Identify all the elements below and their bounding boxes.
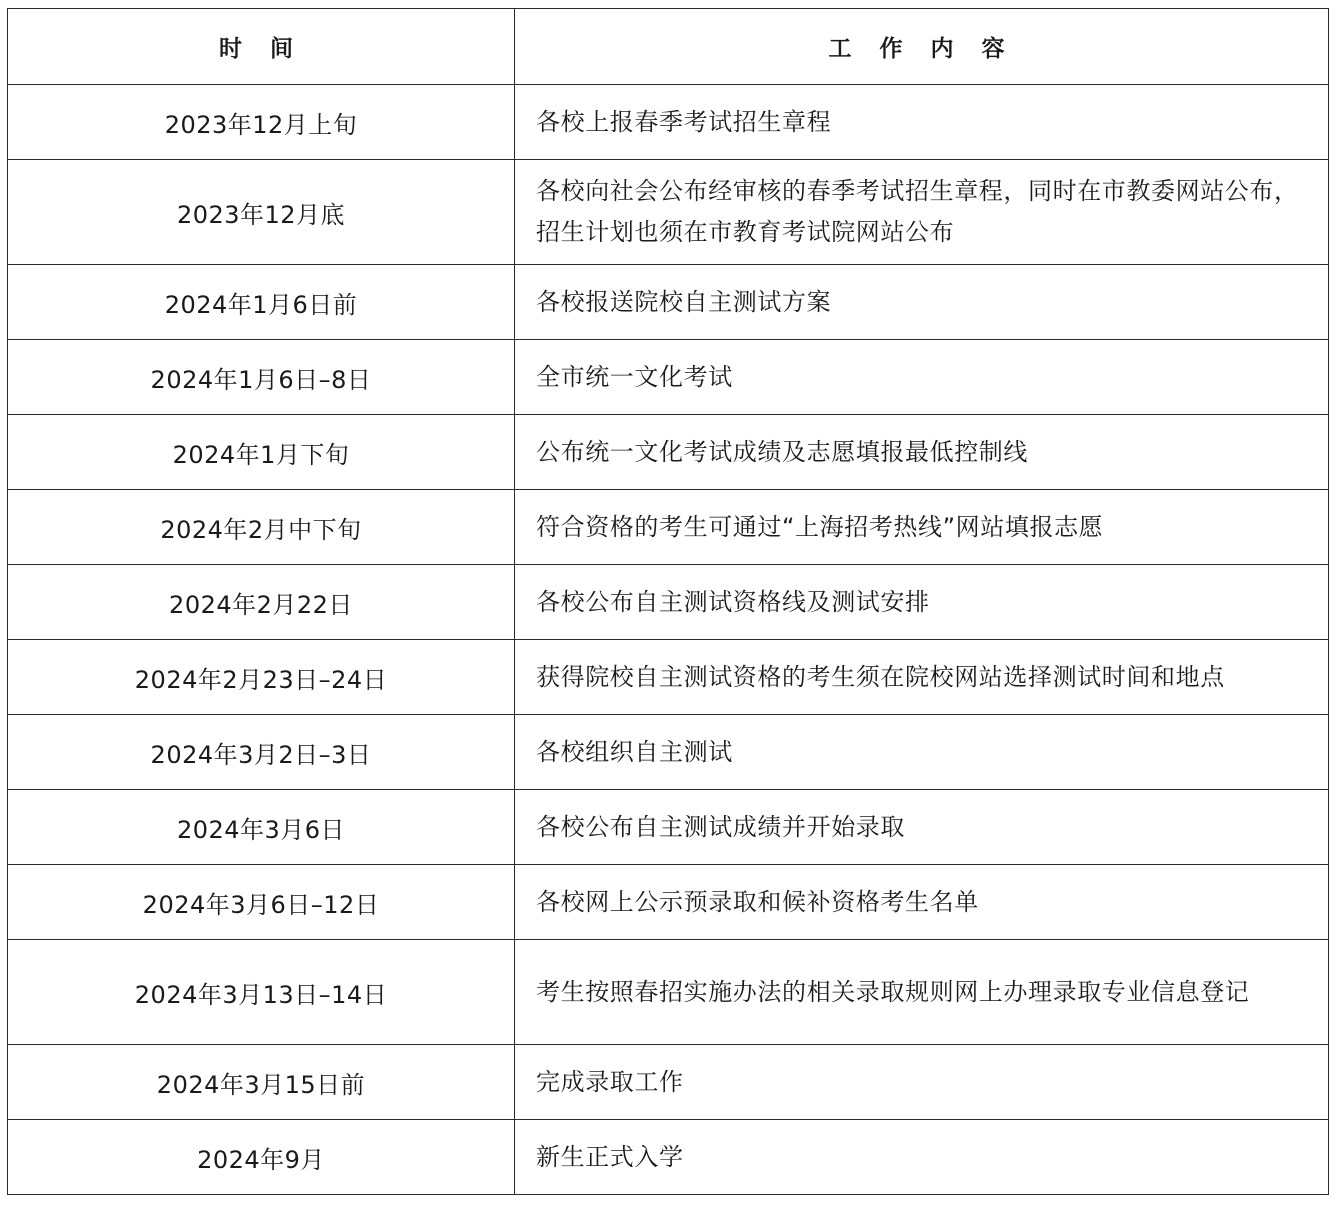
table-row <box>8 160 1329 265</box>
time-cell: 2024年9月 <box>8 1120 515 1195</box>
time-cell: 2024年3月2日–3日 <box>8 715 515 790</box>
table-row <box>8 940 1329 1045</box>
time-cell: 2024年3月6日–12日 <box>8 865 515 940</box>
content-cell: 公布统一文化考试成绩及志愿填报最低控制线 <box>515 415 1329 490</box>
header-content: 工 作 内 容 <box>515 9 1329 85</box>
content-cell: 符合资格的考生可通过“上海招考热线”网站填报志愿 <box>515 490 1329 565</box>
header-time: 时 间 <box>8 9 515 85</box>
time-cell: 2023年12月上旬 <box>8 85 515 160</box>
table-row <box>8 265 1329 340</box>
table-row <box>8 640 1329 715</box>
time-cell: 2024年3月15日前 <box>8 1045 515 1120</box>
table-row <box>8 340 1329 415</box>
content-cell: 新生正式入学 <box>515 1120 1329 1195</box>
time-cell: 2024年1月6日–8日 <box>8 340 515 415</box>
content-cell: 各校报送院校自主测试方案 <box>515 265 1329 340</box>
table-header-row <box>8 9 1329 85</box>
time-cell: 2024年3月6日 <box>8 790 515 865</box>
content-cell: 全市统一文化考试 <box>515 340 1329 415</box>
content-cell: 各校公布自主测试资格线及测试安排 <box>515 565 1329 640</box>
table-row <box>8 85 1329 160</box>
content-cell: 各校上报春季考试招生章程 <box>515 85 1329 160</box>
content-cell: 完成录取工作 <box>515 1045 1329 1120</box>
table-row <box>8 415 1329 490</box>
content-cell: 各校公布自主测试成绩并开始录取 <box>515 790 1329 865</box>
table-row <box>8 565 1329 640</box>
time-cell: 2024年2月22日 <box>8 565 515 640</box>
content-cell: 考生按照春招实施办法的相关录取规则网上办理录取专业信息登记 <box>515 940 1329 1045</box>
table-row <box>8 865 1329 940</box>
table-row <box>8 790 1329 865</box>
time-cell: 2024年2月23日–24日 <box>8 640 515 715</box>
time-cell: 2023年12月底 <box>8 160 515 265</box>
content-cell: 获得院校自主测试资格的考生须在院校网站选择测试时间和地点 <box>515 640 1329 715</box>
table-row <box>8 490 1329 565</box>
time-cell: 2024年1月6日前 <box>8 265 515 340</box>
table-row <box>8 1045 1329 1120</box>
table-body <box>8 85 1329 1195</box>
table-row <box>8 1120 1329 1195</box>
content-cell: 各校网上公示预录取和候补资格考生名单 <box>515 865 1329 940</box>
time-cell: 2024年3月13日–14日 <box>8 940 515 1045</box>
time-cell: 2024年2月中下旬 <box>8 490 515 565</box>
schedule-table <box>7 8 1329 1195</box>
time-cell: 2024年1月下旬 <box>8 415 515 490</box>
content-cell: 各校组织自主测试 <box>515 715 1329 790</box>
table-row <box>8 715 1329 790</box>
content-cell: 各校向社会公布经审核的春季考试招生章程，同时在市教委网站公布，招生计划也须在市教育考试院网站公布 <box>515 160 1329 265</box>
